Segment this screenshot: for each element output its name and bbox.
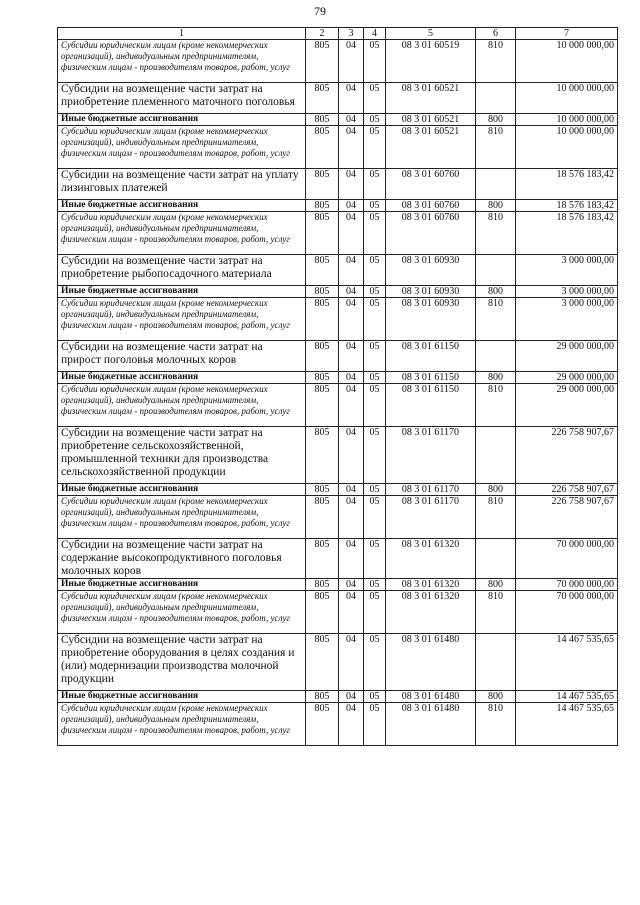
row-code-admin: 805: [306, 169, 339, 200]
row-description: Субсидии на возмещение части затрат на приобретение оборудования в целях создания и (или) модернизации производства молочной продукции: [58, 634, 306, 691]
row-amount: 14 467 535,65: [516, 691, 618, 703]
row-description: Субсидии на возмещение части затрат на приобретение сельскохозяйственной, промышленной техники для производства сельскохозяйственной продукции: [58, 427, 306, 484]
row-description: Субсидии на возмещение части затрат на прирост поголовья молочных коров: [58, 341, 306, 372]
row-code-section: 04: [339, 286, 364, 298]
row-description: Субсидии на возмещение части затрат на приобретение рыбопосадочного материала: [58, 255, 306, 286]
row-code-subsection: 05: [364, 496, 386, 539]
row-code-target: 08 3 01 60760: [386, 169, 476, 200]
row-code-expense-type: [476, 341, 516, 372]
row-code-admin: 805: [306, 372, 339, 384]
row-amount: 226 758 907,67: [516, 427, 618, 484]
table-row: [58, 212, 618, 255]
row-code-subsection: 05: [364, 372, 386, 384]
row-code-section: 04: [339, 691, 364, 703]
row-amount: 29 000 000,00: [516, 341, 618, 372]
row-amount: 226 758 907,67: [516, 484, 618, 496]
table-row: [58, 169, 618, 200]
row-code-subsection: 05: [364, 212, 386, 255]
row-code-section: 04: [339, 114, 364, 126]
table-row: [58, 341, 618, 372]
row-code-section: 04: [339, 298, 364, 341]
row-code-expense-type: [476, 169, 516, 200]
row-code-subsection: 05: [364, 286, 386, 298]
row-code-admin: 805: [306, 298, 339, 341]
row-code-target: 08 3 01 60760: [386, 212, 476, 255]
row-amount: 226 758 907,67: [516, 496, 618, 539]
table-header-row: [58, 28, 618, 40]
row-code-target: 08 3 01 60521: [386, 114, 476, 126]
row-code-expense-type: 810: [476, 126, 516, 169]
row-code-expense-type: [476, 83, 516, 114]
row-code-expense-type: 800: [476, 372, 516, 384]
row-code-expense-type: 800: [476, 691, 516, 703]
row-code-admin: 805: [306, 539, 339, 579]
row-code-expense-type: 800: [476, 200, 516, 212]
table-row: [58, 126, 618, 169]
row-description: Иные бюджетные ассигнования: [58, 372, 306, 384]
row-code-admin: 805: [306, 579, 339, 591]
column-header: 1: [58, 28, 306, 40]
row-code-subsection: 05: [364, 484, 386, 496]
row-code-target: 08 3 01 60760: [386, 200, 476, 212]
column-header: 3: [339, 28, 364, 40]
table-row: [58, 579, 618, 591]
row-code-subsection: 05: [364, 591, 386, 634]
row-amount: 29 000 000,00: [516, 372, 618, 384]
row-code-section: 04: [339, 169, 364, 200]
row-code-target: 08 3 01 61150: [386, 372, 476, 384]
row-code-admin: 805: [306, 212, 339, 255]
row-code-target: 08 3 01 61320: [386, 591, 476, 634]
row-code-expense-type: [476, 255, 516, 286]
table-row: [58, 634, 618, 691]
row-code-subsection: 05: [364, 634, 386, 691]
row-description: Субсидии юридическим лицам (кроме некоммерческих организаций), индивидуальным предпринимателям, физическим лицам - производителям товаров, работ, услуг: [58, 703, 306, 746]
row-code-target: 08 3 01 61150: [386, 384, 476, 427]
row-code-expense-type: 800: [476, 114, 516, 126]
row-code-subsection: 05: [364, 691, 386, 703]
table-row: [58, 40, 618, 83]
row-amount: 14 467 535,65: [516, 634, 618, 691]
row-code-admin: 805: [306, 484, 339, 496]
row-code-target: 08 3 01 61170: [386, 484, 476, 496]
row-code-section: 04: [339, 126, 364, 169]
row-code-target: 08 3 01 61320: [386, 539, 476, 579]
row-code-expense-type: 810: [476, 703, 516, 746]
page-number: 79: [314, 4, 326, 18]
column-header: 6: [476, 28, 516, 40]
row-code-expense-type: 800: [476, 484, 516, 496]
table-row: [58, 484, 618, 496]
row-code-admin: 805: [306, 427, 339, 484]
row-code-section: 04: [339, 255, 364, 286]
row-code-subsection: 05: [364, 200, 386, 212]
row-code-expense-type: 800: [476, 286, 516, 298]
row-code-admin: 805: [306, 200, 339, 212]
row-description: Субсидии юридическим лицам (кроме некоммерческих организаций), индивидуальным предпринимателям, физическим лицам - производителям товаров, работ, услуг: [58, 40, 306, 83]
table-row: [58, 691, 618, 703]
row-code-subsection: 05: [364, 384, 386, 427]
column-header: 4: [364, 28, 386, 40]
table-row: [58, 427, 618, 484]
row-code-section: 04: [339, 427, 364, 484]
row-amount: 18 576 183,42: [516, 212, 618, 255]
row-code-admin: 805: [306, 83, 339, 114]
row-description: Субсидии юридическим лицам (кроме некоммерческих организаций), индивидуальным предпринимателям, физическим лицам - производителям товаров, работ, услуг: [58, 591, 306, 634]
row-code-expense-type: 810: [476, 212, 516, 255]
table-row: [58, 591, 618, 634]
row-amount: 18 576 183,42: [516, 200, 618, 212]
row-description: Иные бюджетные ассигнования: [58, 484, 306, 496]
row-code-expense-type: 810: [476, 496, 516, 539]
table-row: [58, 114, 618, 126]
table-row: [58, 255, 618, 286]
row-code-subsection: 05: [364, 40, 386, 83]
row-code-admin: 805: [306, 126, 339, 169]
row-code-target: 08 3 01 61480: [386, 703, 476, 746]
row-description: Субсидии на возмещение части затрат на содержание высокопродуктивного поголовья молочных коров: [58, 539, 306, 579]
row-amount: 14 467 535,65: [516, 703, 618, 746]
budget-table: [57, 27, 618, 746]
row-code-admin: 805: [306, 691, 339, 703]
row-code-target: 08 3 01 61480: [386, 691, 476, 703]
row-amount: 29 000 000,00: [516, 384, 618, 427]
row-description: Иные бюджетные ассигнования: [58, 286, 306, 298]
row-code-subsection: 05: [364, 579, 386, 591]
row-code-subsection: 05: [364, 703, 386, 746]
row-code-admin: 805: [306, 703, 339, 746]
table-row: [58, 496, 618, 539]
row-code-admin: 805: [306, 114, 339, 126]
row-code-target: 08 3 01 61150: [386, 341, 476, 372]
row-code-section: 04: [339, 200, 364, 212]
row-code-expense-type: 810: [476, 298, 516, 341]
row-code-expense-type: 800: [476, 579, 516, 591]
row-amount: 10 000 000,00: [516, 83, 618, 114]
row-code-expense-type: [476, 634, 516, 691]
row-code-target: 08 3 01 60521: [386, 126, 476, 169]
row-code-subsection: 05: [364, 539, 386, 579]
row-description: Иные бюджетные ассигнования: [58, 200, 306, 212]
row-amount: 3 000 000,00: [516, 286, 618, 298]
row-description: Субсидии юридическим лицам (кроме некоммерческих организаций), индивидуальным предпринимателям, физическим лицам - производителям товаров, работ, услуг: [58, 384, 306, 427]
row-amount: 10 000 000,00: [516, 126, 618, 169]
row-code-section: 04: [339, 40, 364, 83]
row-code-section: 04: [339, 83, 364, 114]
row-description: Иные бюджетные ассигнования: [58, 579, 306, 591]
table-row: [58, 384, 618, 427]
row-code-admin: 805: [306, 384, 339, 427]
row-code-expense-type: [476, 539, 516, 579]
row-code-target: 08 3 01 60930: [386, 255, 476, 286]
row-code-section: 04: [339, 634, 364, 691]
row-amount: 18 576 183,42: [516, 169, 618, 200]
row-code-subsection: 05: [364, 298, 386, 341]
row-code-subsection: 05: [364, 341, 386, 372]
row-code-target: 08 3 01 61170: [386, 496, 476, 539]
row-code-section: 04: [339, 539, 364, 579]
row-description: Субсидии юридическим лицам (кроме некоммерческих организаций), индивидуальным предпринимателям, физическим лицам - производителям товаров, работ, услуг: [58, 126, 306, 169]
row-code-admin: 805: [306, 496, 339, 539]
row-description: Субсидии юридическим лицам (кроме некоммерческих организаций), индивидуальным предпринимателям, физическим лицам - производителям товаров, работ, услуг: [58, 212, 306, 255]
table-row: [58, 372, 618, 384]
row-code-section: 04: [339, 703, 364, 746]
row-description: Субсидии на возмещение части затрат на уплату лизинговых платежей: [58, 169, 306, 200]
column-header: 5: [386, 28, 476, 40]
budget-table-body: [58, 28, 618, 746]
row-code-expense-type: [476, 427, 516, 484]
row-code-target: 08 3 01 61320: [386, 579, 476, 591]
row-code-subsection: 05: [364, 114, 386, 126]
row-code-target: 08 3 01 60521: [386, 83, 476, 114]
table-row: [58, 286, 618, 298]
row-code-admin: 805: [306, 286, 339, 298]
row-description: Иные бюджетные ассигнования: [58, 114, 306, 126]
row-description: Субсидии юридическим лицам (кроме некоммерческих организаций), индивидуальным предпринимателям, физическим лицам - производителям товаров, работ, услуг: [58, 496, 306, 539]
row-code-section: 04: [339, 484, 364, 496]
row-code-section: 04: [339, 591, 364, 634]
row-code-section: 04: [339, 579, 364, 591]
row-code-target: 08 3 01 60930: [386, 286, 476, 298]
row-amount: 70 000 000,00: [516, 579, 618, 591]
row-code-subsection: 05: [364, 169, 386, 200]
row-code-section: 04: [339, 384, 364, 427]
row-amount: 70 000 000,00: [516, 591, 618, 634]
row-code-admin: 805: [306, 255, 339, 286]
row-code-subsection: 05: [364, 255, 386, 286]
row-code-admin: 805: [306, 634, 339, 691]
row-code-expense-type: 810: [476, 591, 516, 634]
row-code-expense-type: 810: [476, 40, 516, 83]
table-row: [58, 83, 618, 114]
row-code-subsection: 05: [364, 427, 386, 484]
row-amount: 10 000 000,00: [516, 40, 618, 83]
row-code-section: 04: [339, 341, 364, 372]
row-code-admin: 805: [306, 591, 339, 634]
row-code-admin: 805: [306, 40, 339, 83]
column-header: 7: [516, 28, 618, 40]
row-description: Субсидии на возмещение части затрат на приобретение племенного маточного поголовья: [58, 83, 306, 114]
row-code-target: 08 3 01 61170: [386, 427, 476, 484]
row-code-expense-type: 810: [476, 384, 516, 427]
row-code-section: 04: [339, 212, 364, 255]
row-code-target: 08 3 01 60930: [386, 298, 476, 341]
row-amount: 70 000 000,00: [516, 539, 618, 579]
row-code-section: 04: [339, 372, 364, 384]
row-amount: 3 000 000,00: [516, 298, 618, 341]
table-row: [58, 200, 618, 212]
row-code-target: 08 3 01 60519: [386, 40, 476, 83]
row-code-admin: 805: [306, 341, 339, 372]
table-row: [58, 703, 618, 746]
row-description: Иные бюджетные ассигнования: [58, 691, 306, 703]
row-description: Субсидии юридическим лицам (кроме некоммерческих организаций), индивидуальным предпринимателям, физическим лицам - производителям товаров, работ, услуг: [58, 298, 306, 341]
table-row: [58, 298, 618, 341]
row-amount: 3 000 000,00: [516, 255, 618, 286]
column-header: 2: [306, 28, 339, 40]
row-code-section: 04: [339, 496, 364, 539]
table-row: [58, 539, 618, 579]
row-code-subsection: 05: [364, 83, 386, 114]
row-code-subsection: 05: [364, 126, 386, 169]
row-amount: 10 000 000,00: [516, 114, 618, 126]
row-code-target: 08 3 01 61480: [386, 634, 476, 691]
